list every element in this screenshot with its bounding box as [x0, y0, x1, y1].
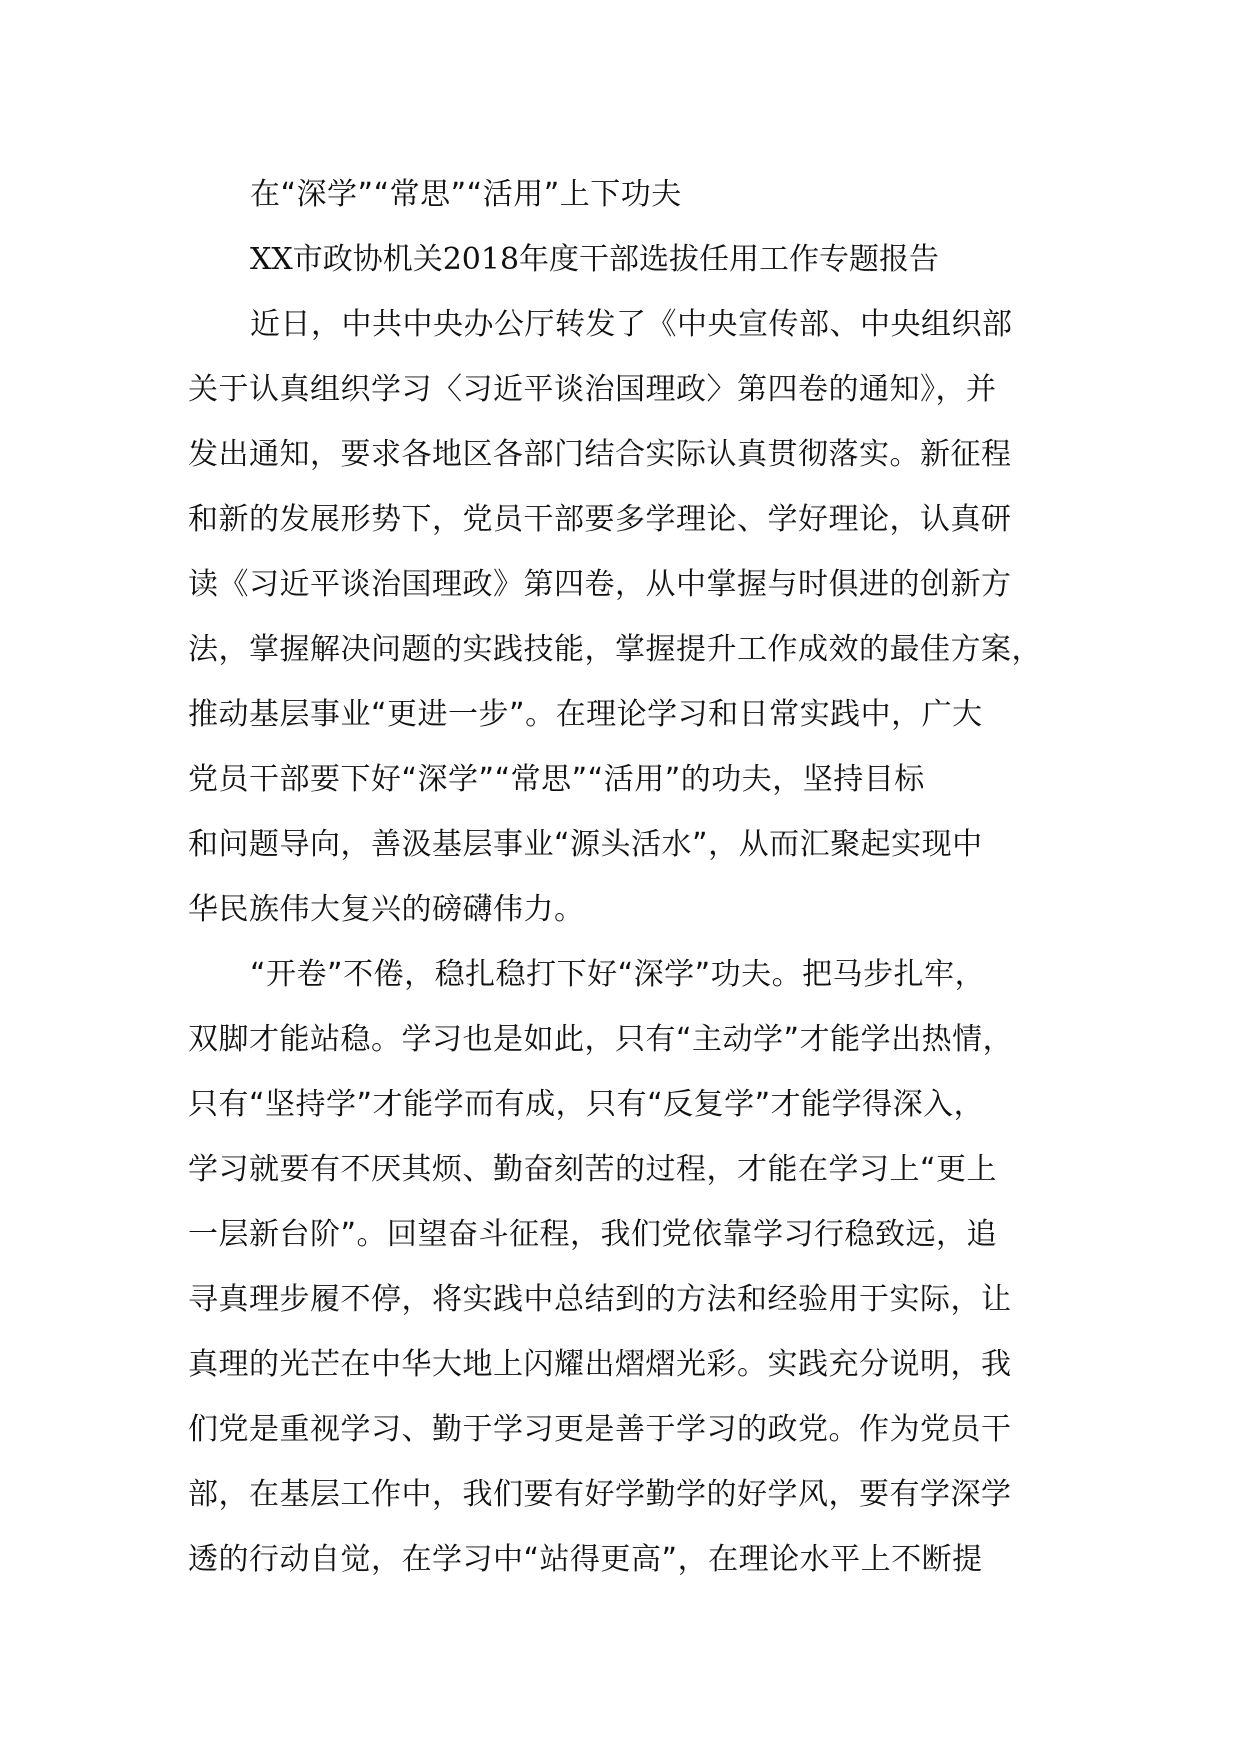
- paragraph-line: 关于认真组织学习〈习近平谈治国理政〉第四卷的通知》，并: [188, 372, 997, 407]
- paragraph-line: 一层新台阶”。回望奋斗征程，我们党依靠学习行稳致远，追: [188, 1217, 998, 1252]
- paragraph-1: [188, 292, 1088, 942]
- paragraph-line: 只有“坚持学”才能学而有成，只有“反复学”才能学得深入，: [188, 1087, 985, 1122]
- document-title: 在“深学”“常思”“活用”上下功夫: [250, 177, 682, 212]
- paragraph-line: 近日，中共中央办公厅转发了《中央宣传部、中央组织部: [250, 307, 1013, 342]
- paragraph-line: “开卷”不倦，稳扎稳打下好“深学”功夫。把马步扎牢，: [250, 957, 986, 992]
- paragraph-line: 学习就要有不厌其烦、勤奋刻苦的过程，才能在学习上“更上: [188, 1152, 998, 1187]
- document-subtitle: XX市政协机关2018年度干部选拔任用工作专题报告: [250, 242, 940, 277]
- paragraph-2: [188, 942, 1088, 1592]
- paragraph-line: 们党是重视学习、勤于学习更是善于学习的政党。作为党员干: [188, 1412, 1012, 1447]
- paragraph-line: 推动基层事业“更进一步”。在理论学习和日常实践中，广大: [188, 697, 983, 732]
- paragraph-line: 读《习近平谈治国理政》第四卷，从中掌握与时俱进的创新方: [188, 567, 1012, 602]
- paragraph-line: 真理的光芒在中华大地上闪耀出熠熠光彩。实践充分说明，我: [188, 1347, 1012, 1382]
- paragraph-line: 华民族伟大复兴的磅礴伟力。: [188, 892, 585, 927]
- paragraph-line: 和新的发展形势下，党员干部要多学理论、学好理论，认真研: [188, 502, 1012, 537]
- paragraph-line: 部，在基层工作中，我们要有好学勤学的好学风，要有学深学: [188, 1477, 1012, 1512]
- paragraph-line: 寻真理步履不停，将实践中总结到的方法和经验用于实际，让: [188, 1282, 1012, 1317]
- paragraph-line: 双脚才能站稳。学习也是如此，只有“主动学”才能学出热情，: [188, 1022, 1014, 1057]
- paragraph-line: 党员干部要下好“深学”“常思”“活用”的功夫，坚持目标: [188, 762, 925, 797]
- paragraph-line: 法，掌握解决问题的实践技能，掌握提升工作成效的最佳方案，: [188, 632, 1042, 667]
- paragraph-line: 透的行动自觉，在学习中“站得更高”，在理论水平上不断提: [188, 1542, 983, 1577]
- paragraph-line: 发出通知，要求各地区各部门结合实际认真贯彻落实。新征程: [188, 437, 1012, 472]
- paragraph-line: 和问题导向，善汲基层事业“源头活水”，从而汇聚起实现中: [188, 827, 983, 862]
